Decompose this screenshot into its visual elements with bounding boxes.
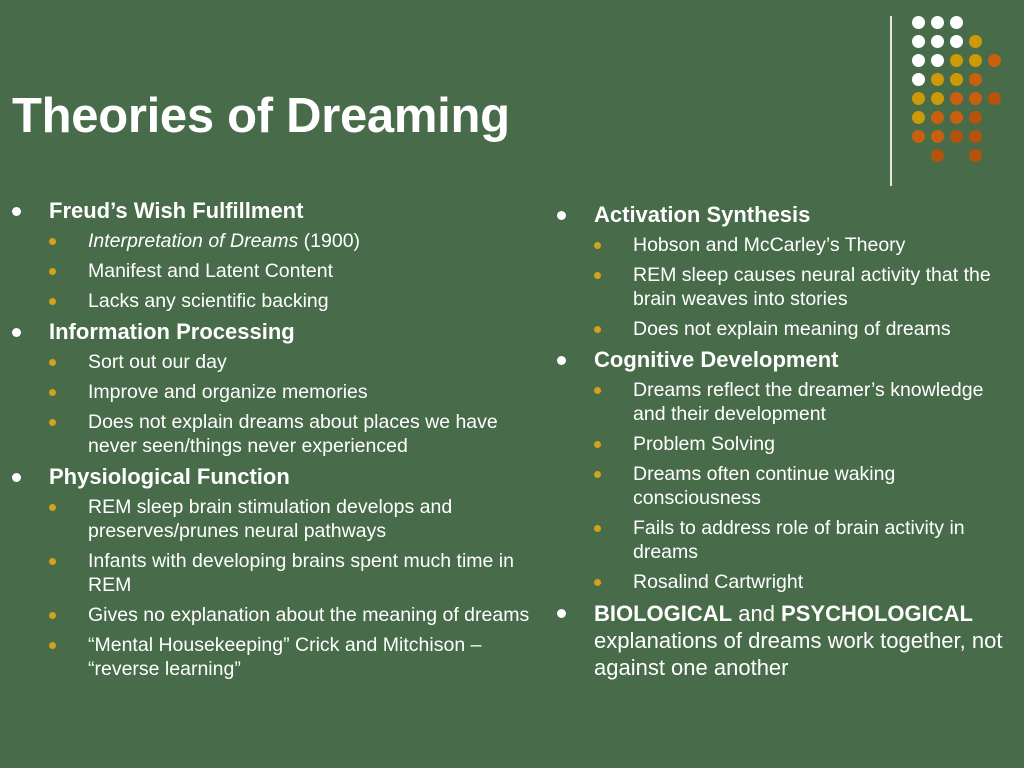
bullet-icon [594, 525, 601, 532]
list-item [49, 289, 532, 313]
list-item [49, 259, 532, 283]
decor-dot [912, 35, 925, 48]
list-item [49, 495, 532, 543]
item-text: “Mental Housekeeping” Crick and Mitchison – “reverse learning” [88, 634, 482, 680]
list-item [594, 462, 1019, 510]
item-text: Hobson and McCarley’s Theory [633, 234, 906, 256]
decor-dot [969, 111, 982, 124]
bullet-icon [49, 238, 56, 245]
list-item [49, 410, 532, 458]
decor-dot [969, 73, 982, 86]
bullet-icon [594, 326, 601, 333]
book-title: Interpretation of Dreams [88, 230, 299, 252]
decor-dot [988, 54, 1001, 67]
decor-dot [950, 111, 963, 124]
bullet-icon [594, 272, 601, 279]
bullet-icon [12, 207, 21, 216]
left-column [12, 198, 532, 687]
bullet-icon [49, 504, 56, 511]
decor-dot [969, 149, 982, 162]
decor-dot [931, 16, 944, 29]
item-text: Dreams often continue waking consciousness [633, 463, 896, 509]
decor-dot [912, 92, 925, 105]
list-item [594, 263, 1019, 311]
decor-dot [931, 54, 944, 67]
conclusion-text: explanations of dreams work together, not against one another [594, 628, 1003, 680]
bullet-icon [49, 268, 56, 275]
list-item [49, 380, 532, 404]
item-text: Lacks any scientific backing [88, 290, 329, 312]
item-text: Problem Solving [633, 433, 775, 455]
decor-dot [969, 54, 982, 67]
decor-dot [931, 149, 944, 162]
decor-dot [950, 130, 963, 143]
bullet-icon [49, 558, 56, 565]
decor-dot [931, 92, 944, 105]
conclusion-text: and [732, 601, 782, 626]
bullet-icon [594, 387, 601, 394]
decor-dot [931, 73, 944, 86]
bullet-icon [594, 471, 601, 478]
item-text: Rosalind Cartwright [633, 571, 804, 593]
decor-dot [912, 54, 925, 67]
item-text: REM sleep causes neural activity that the brain weaves into stories [633, 264, 991, 310]
bullet-icon [49, 298, 56, 305]
decor-dot [931, 35, 944, 48]
list-item [594, 432, 1019, 456]
bullet-icon [12, 473, 21, 482]
decor-dot [912, 111, 925, 124]
list-item [594, 570, 1019, 594]
bullet-icon [557, 211, 566, 220]
decor-dot [950, 16, 963, 29]
list-item [49, 549, 532, 597]
decor-dot [950, 35, 963, 48]
list-item [49, 229, 532, 253]
item-text: Fails to address role of brain activity in dreams [633, 517, 965, 563]
section-heading: Activation Synthesis [594, 202, 811, 227]
item-text: Dreams reflect the dreamer’s knowledge and their development [633, 379, 984, 425]
list-item [594, 516, 1019, 564]
item-text: Improve and organize memories [88, 381, 368, 403]
decor-dot [912, 73, 925, 86]
decor-dot [931, 111, 944, 124]
bullet-icon [557, 609, 566, 618]
decor-dot [969, 130, 982, 143]
item-text: REM sleep brain stimulation develops and preserves/prunes neural pathways [88, 496, 453, 542]
bullet-icon [594, 441, 601, 448]
item-text: Gives no explanation about the meaning of dreams [88, 604, 530, 626]
bullet-icon [49, 359, 56, 366]
list-item [594, 378, 1019, 426]
slide-title: Theories of Dreaming [12, 89, 510, 143]
section-heading: Freud’s Wish Fulfillment [49, 198, 304, 223]
right-column [557, 202, 1019, 686]
bullet-icon [557, 356, 566, 365]
decor-dot [931, 130, 944, 143]
bullet-icon [594, 579, 601, 586]
list-item [594, 317, 1019, 341]
decor-dot [969, 92, 982, 105]
section-information-processing [12, 319, 532, 458]
decor-dot [969, 35, 982, 48]
item-text: Does not explain meaning of dreams [633, 318, 951, 340]
section-activation-synthesis [557, 202, 1019, 341]
decor-dot [988, 92, 1001, 105]
bullet-icon [49, 642, 56, 649]
section-heading: Information Processing [49, 319, 295, 344]
section-cognitive-development [557, 347, 1019, 594]
bullet-icon [594, 242, 601, 249]
decor-dot [950, 73, 963, 86]
decor-dot [912, 16, 925, 29]
bullet-icon [12, 328, 21, 337]
bullet-icon [49, 389, 56, 396]
section-heading: Cognitive Development [594, 347, 839, 372]
decor-dot [950, 92, 963, 105]
item-text: Infants with developing brains spent much time in REM [88, 550, 514, 596]
divider-line [890, 16, 892, 186]
item-text: Manifest and Latent Content [88, 260, 333, 282]
section-heading: Physiological Function [49, 464, 290, 489]
conclusion-bold-biological: BIOLOGICAL [594, 601, 733, 626]
bullet-icon [49, 612, 56, 619]
item-text: Does not explain dreams about places we have never seen/things never experienced [88, 411, 498, 457]
list-item [49, 603, 532, 627]
item-text: Sort out our day [88, 351, 227, 373]
section-freud [12, 198, 532, 313]
item-text: (1900) [298, 230, 361, 252]
conclusion [557, 600, 1019, 681]
list-item [49, 633, 532, 681]
decor-dot [950, 54, 963, 67]
bullet-icon [49, 419, 56, 426]
decor-dot [912, 130, 925, 143]
list-item [49, 350, 532, 374]
conclusion-bold-psychological: PSYCHOLOGICAL [781, 601, 973, 626]
list-item [594, 233, 1019, 257]
section-physiological-function [12, 464, 532, 681]
